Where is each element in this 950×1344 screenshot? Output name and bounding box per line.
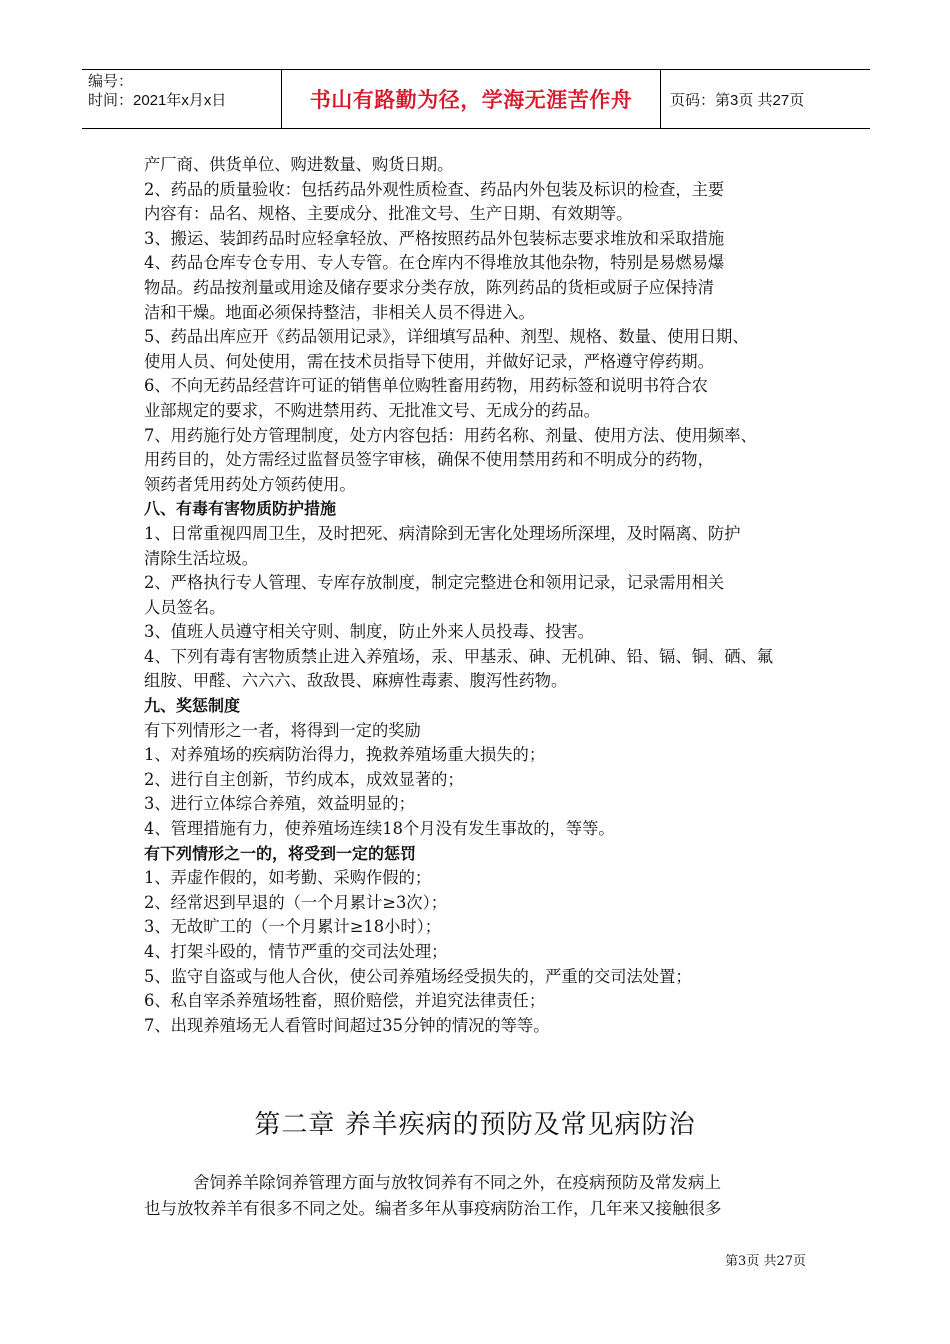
header-meta bbox=[82, 70, 282, 128]
body-line: 物品。药品按剂量或用途及储存要求分类存放，陈列药品的货柜或厨子应保持清 bbox=[144, 277, 714, 297]
body-line: 7、用药施行处方管理制度，处方内容包括：用药名称、剂量、使用方法、使用频率、 bbox=[144, 425, 757, 445]
body-line: 1、弄虚作假的，如考勤、采购作假的； bbox=[144, 868, 432, 888]
section-heading: 九、奖惩制度 bbox=[144, 696, 241, 716]
page-header bbox=[82, 69, 870, 129]
body-line: 6、私自宰杀养殖场牲畜，照价赔偿，并追究法律责任； bbox=[144, 991, 546, 1011]
body-line: 6、不向无药品经营许可证的销售单位购牲畜用药物，用药标签和说明书符合农 bbox=[144, 376, 708, 396]
body-line: 有下列情形之一者，将得到一定的奖励 bbox=[144, 720, 421, 740]
body-line: 4、管理措施有力，使养殖场连续18个月没有发生事故的，等等。 bbox=[144, 819, 615, 839]
chapter-paragraph bbox=[144, 1170, 808, 1222]
body-line: 洁和干燥。地面必须保持整洁，非相关人员不得进入。 bbox=[144, 302, 535, 322]
body-line: 使用人员、何处使用，需在技术员指导下使用，并做好记录，严格遵守停药期。 bbox=[144, 351, 714, 371]
body-line: 5、药品出库应开《药品领用记录》，详细填写品种、剂型、规格、数量、使用日期、 bbox=[144, 327, 749, 347]
body-line: 3、值班人员遵守相关守则、制度，防止外来人员投毒、投害。 bbox=[144, 622, 594, 642]
paragraph-line: 舍饲养羊除饲养管理方面与放牧饲养有不同之外，在疫病预防及常发病上 bbox=[193, 1173, 721, 1192]
document-body bbox=[144, 153, 808, 1038]
body-line: 业部规定的要求，不购进禁用药、无批准文号、无成分的药品。 bbox=[144, 400, 600, 420]
body-line: 清除生活垃圾。 bbox=[144, 548, 258, 568]
header-page-cell bbox=[661, 70, 870, 128]
body-line: 4、药品仓库专仓专用、专人专管。在仓库内不得堆放其他杂物，特别是易燃易爆 bbox=[144, 253, 725, 273]
section-heading: 有下列情形之一的，将受到一定的惩罚 bbox=[144, 843, 417, 863]
body-line: 内容有：品名、规格、主要成分、批准文号、生产日期、有效期等。 bbox=[144, 204, 633, 224]
page-footer: 第3页 共27页 bbox=[725, 1254, 806, 1269]
body-line: 用药目的，处方需经过监督员签字审核，确保不使用禁用药和不明成分的药物， bbox=[144, 450, 714, 470]
body-line: 人员签名。 bbox=[144, 597, 226, 617]
body-line: 4、下列有毒有害物质禁止进入养殖场，汞、甲基汞、砷、无机砷、铅、镉、铜、硒、氟 bbox=[144, 646, 774, 666]
body-line: 2、进行自主创新，节约成本，成效显著的； bbox=[144, 769, 464, 789]
body-line: 2、严格执行专人管理、专库存放制度，制定完整进仓和领用记录，记录需用相关 bbox=[144, 573, 725, 593]
number-label: 编号： bbox=[88, 73, 134, 90]
body-line: 组胺、甲醛、六六六、敌敌畏、麻痹性毒素、腹泻性药物。 bbox=[144, 671, 568, 691]
body-line: 7、出现养殖场无人看管时间超过35分钟的情况的等等。 bbox=[144, 1015, 550, 1035]
body-line: 1、对养殖场的疾病防治得力，挽救养殖场重大损失的； bbox=[144, 745, 546, 765]
header-motto-cell bbox=[282, 70, 661, 128]
body-line: 产厂商、供货单位、购进数量、购货日期。 bbox=[144, 155, 454, 174]
paragraph-line: 也与放牧养羊有很多不同之处。编者多年从事疫病防治工作，几年来又接触很多 bbox=[144, 1199, 722, 1218]
header-motto: 书山有路勤为径，学海无涯苦作舟 bbox=[309, 88, 633, 112]
chapter-title: 第二章 养羊疾病的预防及常见病防治 bbox=[254, 1110, 696, 1140]
body-line: 3、无故旷工的（一个月累计≥18小时）； bbox=[144, 917, 442, 937]
header-page-label: 页码：第3页 共27页 bbox=[670, 91, 805, 109]
date-label: 时间：2021年x月x日 bbox=[88, 92, 227, 109]
body-line: 2、药品的质量验收：包括药品外观性质检查、药品内外包装及标识的检查，主要 bbox=[144, 179, 725, 199]
body-line: 3、搬运、装卸药品时应轻拿轻放、严格按照药品外包装标志要求堆放和采取措施 bbox=[144, 228, 725, 248]
body-line: 3、进行立体综合养殖，效益明显的； bbox=[144, 794, 415, 814]
section-heading: 八、有毒有害物质防护措施 bbox=[144, 499, 337, 519]
body-line: 2、经常迟到早退的（一个月累计≥3次）； bbox=[144, 892, 447, 912]
body-line: 5、监守自盗或与他人合伙，使公司养殖场经受损失的，严重的交司法处置； bbox=[144, 966, 692, 986]
body-line: 4、打架斗殴的，情节严重的交司法处理； bbox=[144, 942, 448, 961]
body-line: 1、日常重视四周卫生，及时把死、病清除到无害化处理场所深埋，及时隔离、防护 bbox=[144, 523, 741, 543]
body-line: 领药者凭用药处方领药使用。 bbox=[144, 474, 356, 494]
